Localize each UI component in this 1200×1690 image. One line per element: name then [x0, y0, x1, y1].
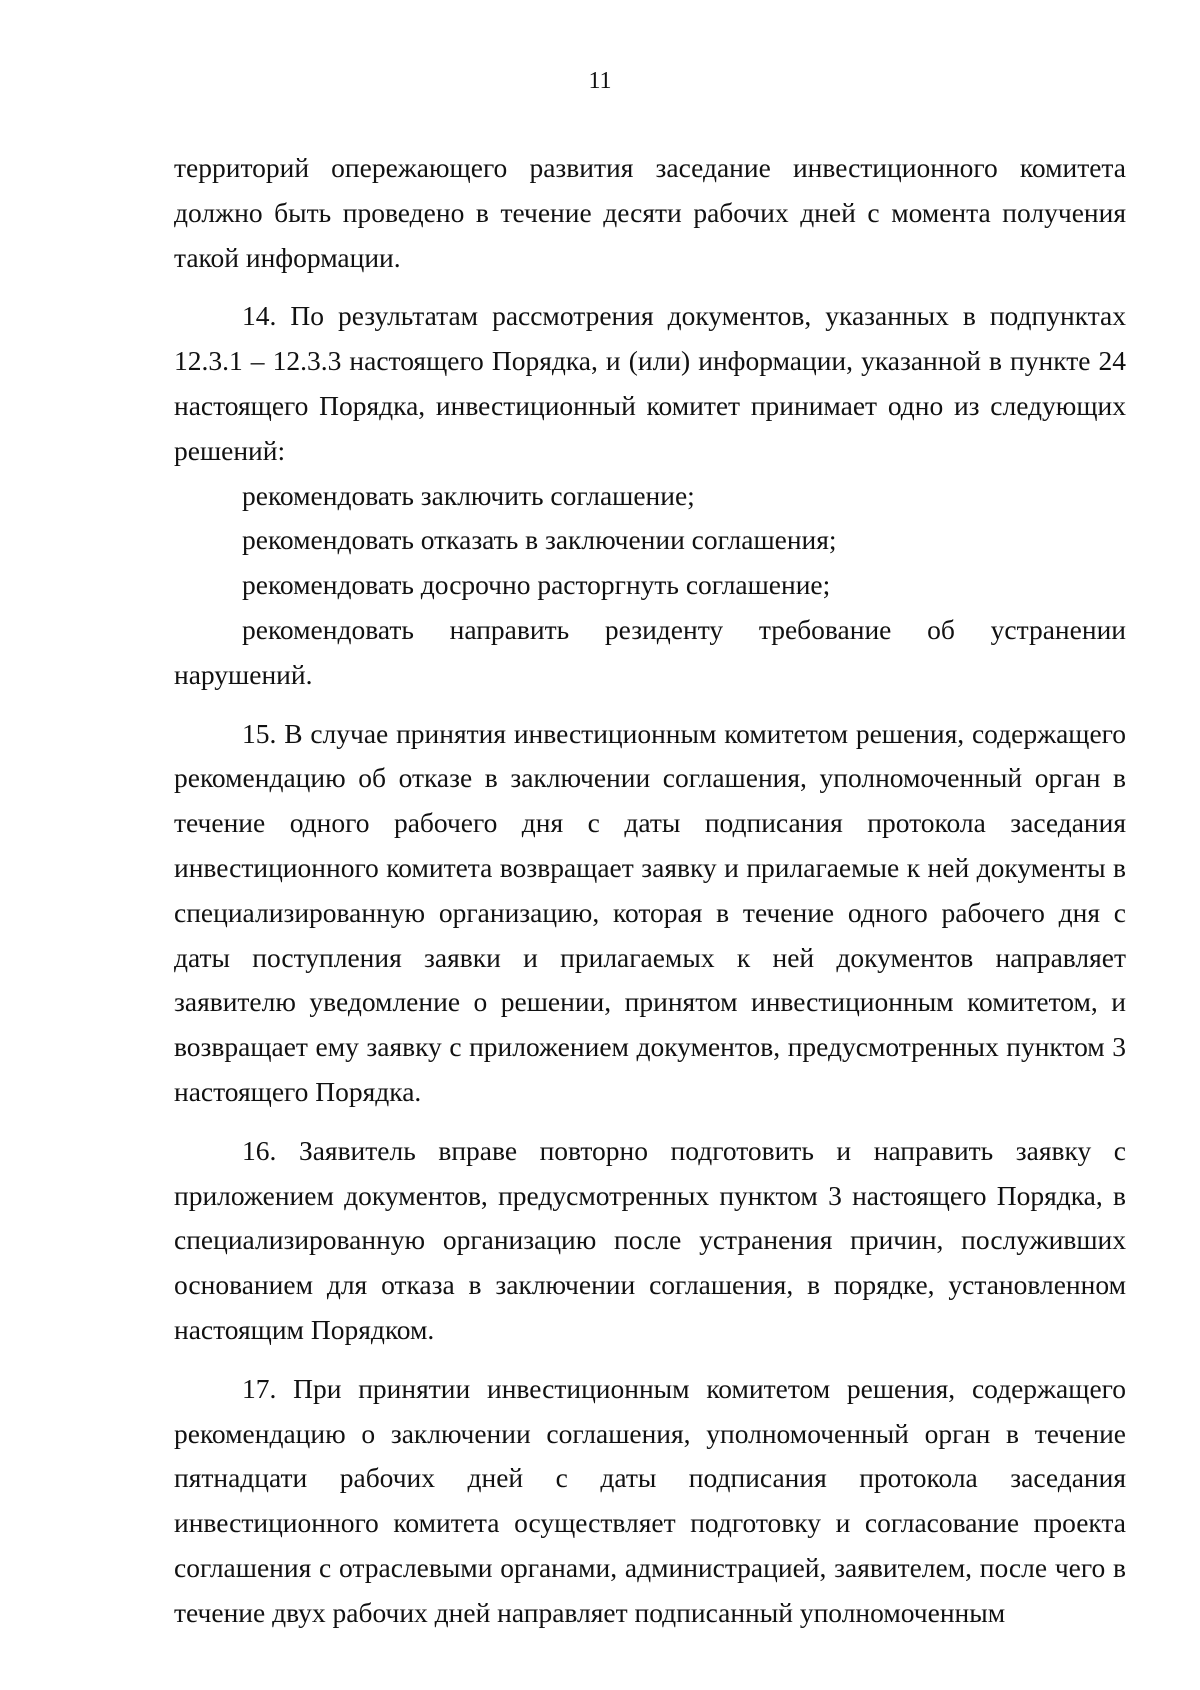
- paragraph-14: 14. По результатам рассмотрения документов, указанных в подпунктах 12.3.1 – 12.3.3 настоящего Порядка, и (или) информации, указанной в пункте 24 настоящего Порядка, инвестиционный комитет принимает одно из следующих решений:: [174, 300, 1126, 466]
- paragraph-16: 16. Заявитель вправе повторно подготовить и направить заявку с приложением документов, предусмотренных пунктом 3 настоящего Порядка, в специализированную организацию после устранения причин, послуживших основанием для отказа в заключении соглашения, в порядке, установленном настоящим Порядком.: [174, 1134, 1126, 1345]
- list-item-conclude: рекомендовать заключить соглашение;: [242, 479, 695, 511]
- document-body: [174, 146, 1126, 1636]
- list-item-requirement: рекомендовать направить резиденту требование об устранении нарушений.: [174, 613, 1126, 690]
- paragraph-15: 15. В случае принятия инвестиционным комитетом решения, содержащего рекомендацию об отказе в заключении соглашения, уполномоченный орган в течение одного рабочего дня с даты подписания протокола заседания инвестиционного комитета возвращает заявку и прилагаемые к ней документы в специализированную организацию, которая в течение одного рабочего дня с даты поступления заявки и прилагаемых к ней документов направляет заявителю уведомление о решении, принятом инвестиционным комитетом, и возвращает ему заявку с приложением документов, предусмотренных пунктом 3 настоящего Порядка.: [174, 717, 1126, 1107]
- list-item-refuse: рекомендовать отказать в заключении соглашения;: [242, 524, 837, 556]
- paragraph-continuation: территорий опережающего развития заседание инвестиционного комитета должно быть проведено в течение десяти рабочих дней с момента получения такой информации.: [174, 152, 1126, 273]
- page-number: 11: [588, 68, 612, 94]
- list-item-terminate: рекомендовать досрочно расторгнуть соглашение;: [242, 569, 831, 601]
- paragraph-17: 17. При принятии инвестиционным комитетом решения, содержащего рекомендацию о заключении соглашения, уполномоченный орган в течение пятнадцати рабочих дней с даты подписания протокола заседания инвестиционного комитета осуществляет подготовку и согласование проекта соглашения с отраслевыми органами, администрацией, заявителем, после чего в течение двух рабочих дней направляет подписанный уполномоченным: [174, 1372, 1126, 1628]
